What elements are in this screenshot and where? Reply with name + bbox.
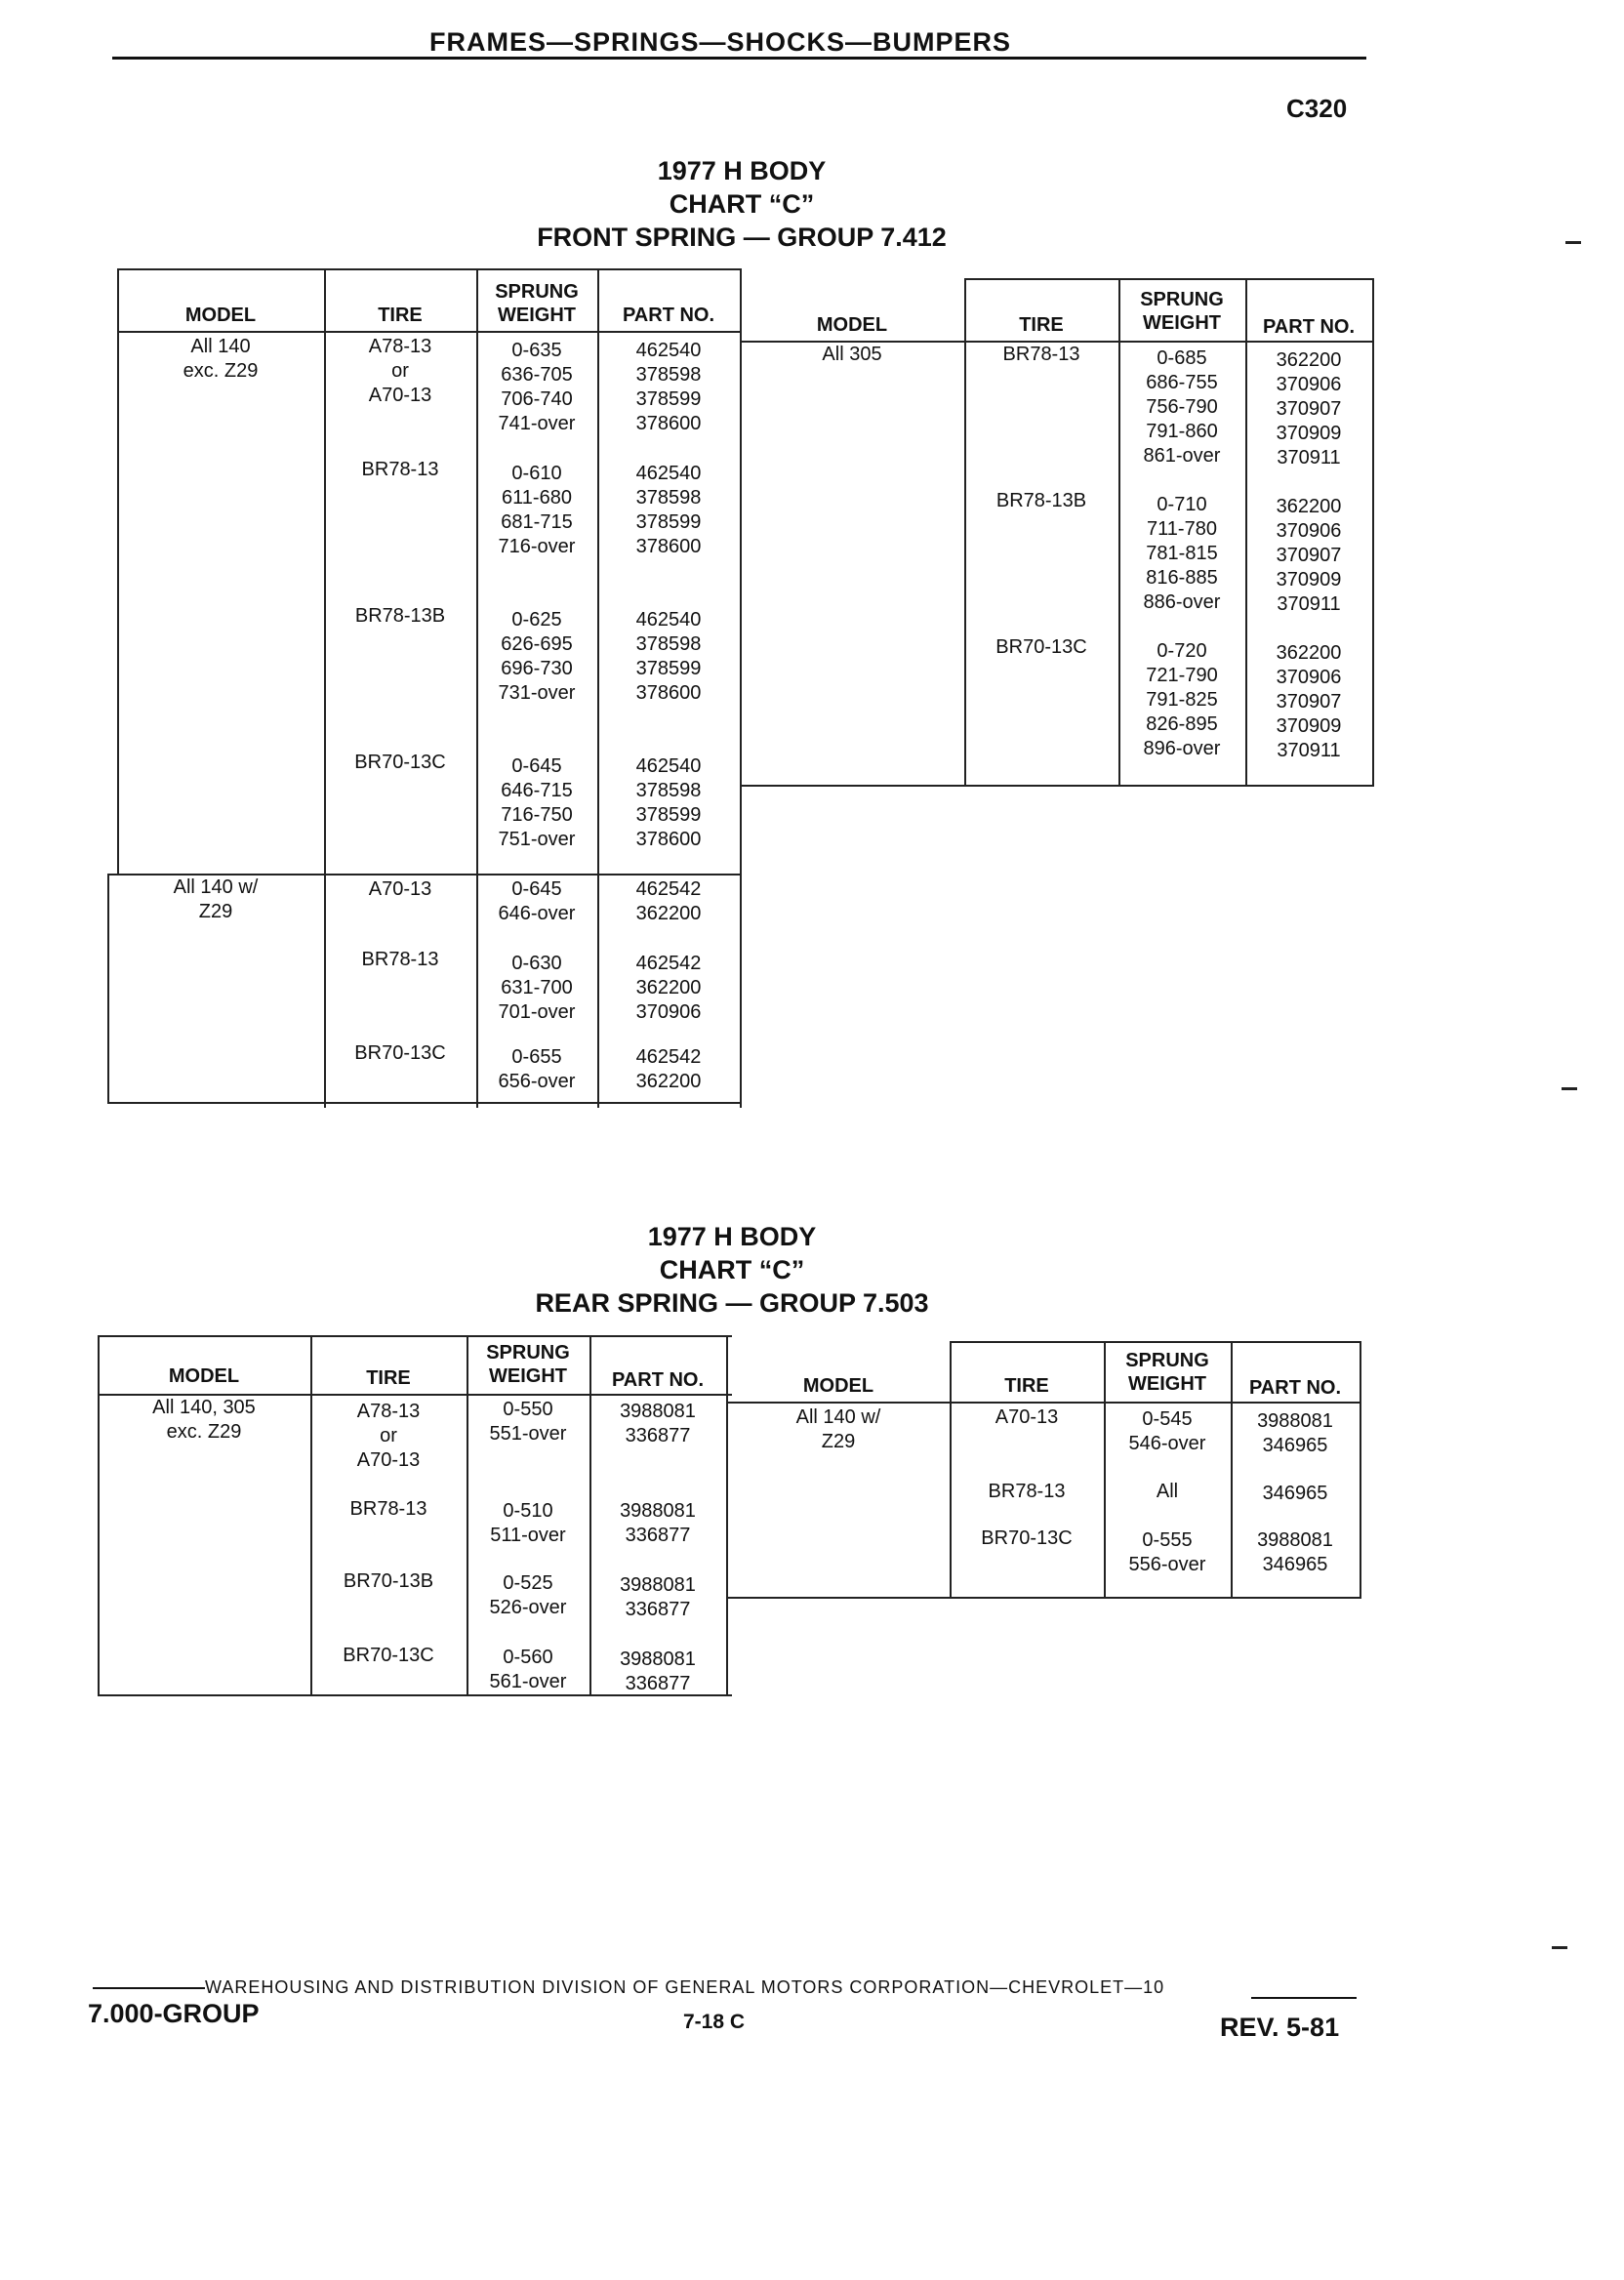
- col-sprung-weight: SPRUNG WEIGHT: [486, 1342, 570, 1387]
- part-cell: 462540 378598 378599 378600: [635, 609, 702, 704]
- col-model: MODEL: [816, 314, 888, 336]
- tire-cell: BR78-13: [988, 1481, 1066, 1502]
- part-cell: 3988081 346965: [1257, 1410, 1333, 1456]
- part-cell: 3988081 336877: [620, 1500, 696, 1546]
- tire-cell: BR78-13: [361, 949, 439, 970]
- tire-cell: BR78-13B: [995, 490, 1087, 511]
- rear-title-line-3: REAR SPRING — GROUP 7.503: [535, 1288, 929, 1318]
- margin-tick: [1562, 1087, 1577, 1090]
- rear-title-line-1: 1977 H BODY: [647, 1222, 817, 1251]
- section-title: FRAMES—SPRINGS—SHOCKS—BUMPERS: [429, 27, 1012, 57]
- part-cell: 462540 378598 378599 378600: [635, 463, 702, 557]
- weight-cell: 0-655 656-over: [498, 1046, 576, 1092]
- tire-cell: BR70-13C: [343, 1645, 434, 1666]
- part-cell: 462540 378598 378599 378600: [635, 755, 702, 850]
- part-cell: 462542 362200: [635, 878, 702, 924]
- weight-cell: 0-550 551-over: [489, 1399, 567, 1445]
- col-tire: TIRE: [378, 305, 423, 326]
- footer-rule-right: [1251, 1997, 1357, 1999]
- weight-cell: 0-625 626-695 696-730 731-over: [498, 609, 576, 704]
- footer-publisher: WAREHOUSING AND DISTRIBUTION DIVISION OF GENERAL MOTORS CORPORATION—CHEVROLET—10: [205, 1977, 1165, 1997]
- col-sprung-weight: SPRUNG WEIGHT: [495, 281, 579, 326]
- part-cell: 462540 378598 378599 378600: [635, 340, 702, 434]
- weight-cell: 0-685 686-755 756-790 791-860 861-over: [1143, 347, 1221, 467]
- footer-page-number: 7-18 C: [683, 2011, 746, 2033]
- rear-title-line-2: CHART “C”: [659, 1255, 805, 1284]
- front-chart-title: [508, 154, 976, 254]
- rear-right-table: [727, 1341, 1361, 1605]
- weight-cell: 0-560 561-over: [489, 1647, 567, 1692]
- tire-cell: BR70-13B: [343, 1570, 434, 1592]
- weight-cell: 0-645 646-over: [498, 878, 576, 924]
- col-model: MODEL: [802, 1375, 874, 1397]
- header-rule: [112, 57, 1366, 60]
- margin-tick: [1552, 1946, 1567, 1949]
- front-left-table: [107, 268, 742, 1108]
- footer-rule-left: [93, 1987, 205, 1989]
- tire-cell: A70-13: [995, 1406, 1059, 1428]
- part-cell: 3988081 336877: [620, 1401, 696, 1446]
- weight-cell: 0-525 526-over: [489, 1572, 567, 1618]
- front-title-line-3: FRONT SPRING — GROUP 7.412: [537, 223, 947, 252]
- tire-cell: A78-13 or A70-13: [368, 336, 432, 406]
- weight-cell: 0-555 556-over: [1128, 1529, 1206, 1575]
- front-title-line-2: CHART “C”: [669, 189, 815, 219]
- weight-cell: 0-710 711-780 781-815 816-885 886-over: [1143, 494, 1221, 613]
- col-part-no: PART NO.: [1262, 316, 1356, 338]
- tire-cell: BR70-13C: [354, 1042, 446, 1064]
- part-cell: 3988081 336877: [620, 1649, 696, 1694]
- weight-cell: 0-635 636-705 706-740 741-over: [498, 340, 576, 434]
- col-part-no: PART NO.: [1248, 1377, 1342, 1399]
- weight-cell: 0-610 611-680 681-715 716-over: [498, 463, 576, 557]
- tire-cell: BR70-13C: [981, 1527, 1073, 1549]
- model-cell: All 140 exc. Z29: [183, 336, 259, 382]
- col-tire: TIRE: [1004, 1375, 1049, 1397]
- part-cell: 362200 370906 370907 370909 370911: [1276, 642, 1342, 761]
- part-cell: 462542 362200 370906: [635, 953, 702, 1023]
- tire-cell: BR78-13: [349, 1498, 427, 1520]
- weight-cell: All: [1156, 1481, 1179, 1502]
- tire-cell: BR78-13B: [354, 605, 446, 627]
- tire-cell: BR78-13: [1002, 344, 1080, 365]
- col-sprung-weight: SPRUNG WEIGHT: [1125, 1350, 1209, 1395]
- footer-group: 7.000-GROUP: [88, 1999, 260, 2028]
- margin-tick: [1565, 241, 1581, 244]
- col-model: MODEL: [184, 305, 257, 326]
- col-sprung-weight: SPRUNG WEIGHT: [1140, 289, 1224, 334]
- tire-cell: BR70-13C: [995, 636, 1087, 658]
- model-cell: All 305: [822, 344, 882, 365]
- part-cell: 362200 370906 370907 370909 370911: [1276, 496, 1342, 615]
- page-code: C320: [1286, 94, 1348, 123]
- footer-revision: REV. 5-81: [1220, 2013, 1340, 2042]
- part-cell: 462542 362200: [635, 1046, 702, 1092]
- rear-left-table: [98, 1335, 732, 1701]
- col-part-no: PART NO.: [622, 305, 715, 326]
- model-cell: All 140 w/ Z29: [795, 1406, 881, 1452]
- weight-cell: 0-545 546-over: [1128, 1408, 1206, 1454]
- tire-cell: BR78-13: [361, 459, 439, 480]
- col-tire: TIRE: [1019, 314, 1064, 336]
- weight-cell: 0-630 631-700 701-over: [498, 953, 576, 1023]
- col-model: MODEL: [168, 1365, 240, 1387]
- weight-cell: 0-645 646-715 716-750 751-over: [498, 755, 576, 850]
- weight-cell: 0-510 511-over: [490, 1500, 566, 1546]
- model-cell: All 140 w/ Z29: [173, 876, 259, 922]
- model-cell: All 140, 305 exc. Z29: [152, 1397, 256, 1443]
- part-cell: 346965: [1262, 1483, 1328, 1504]
- front-title-line-1: 1977 H BODY: [657, 156, 827, 185]
- tire-cell: BR70-13C: [354, 752, 446, 773]
- tire-cell: A78-13 or A70-13: [356, 1401, 421, 1471]
- col-part-no: PART NO.: [611, 1369, 705, 1391]
- tire-cell: A70-13: [368, 878, 432, 900]
- weight-cell: 0-720 721-790 791-825 826-895 896-over: [1143, 640, 1221, 759]
- part-cell: 3988081 346965: [1257, 1529, 1333, 1575]
- rear-chart-title: [498, 1220, 966, 1320]
- col-tire: TIRE: [366, 1367, 411, 1389]
- part-cell: 362200 370906 370907 370909 370911: [1276, 349, 1342, 468]
- part-cell: 3988081 336877: [620, 1574, 696, 1620]
- front-right-table: [740, 278, 1374, 791]
